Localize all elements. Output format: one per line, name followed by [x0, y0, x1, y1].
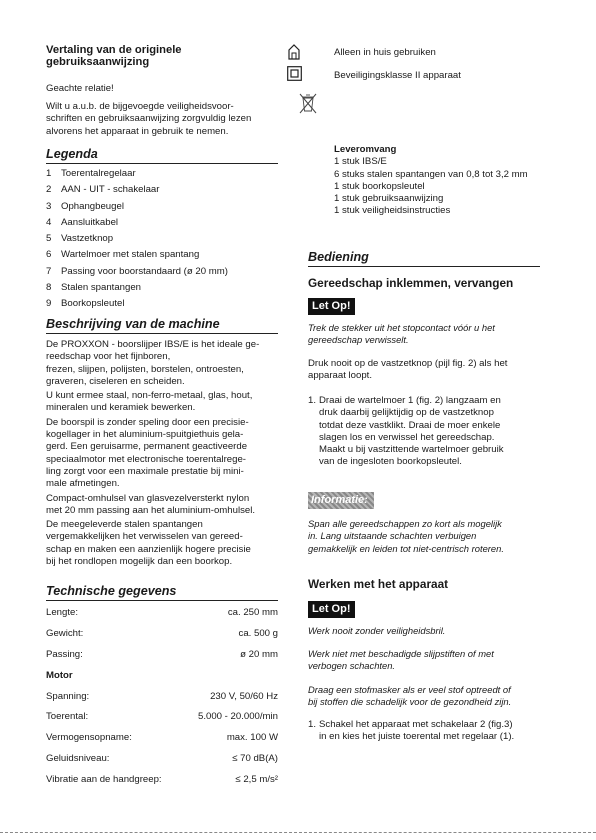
intro-paragraph: Wilt u a.u.b. de bijgevoegde veiligheidsvoor- schriften en gebruiksaanwijzing zorgvuldig lezen alvorens het apparaat in gebruik te nemen.: [46, 101, 252, 137]
class-ii-icon: [287, 66, 302, 81]
legend-item: 7 Passing voor boorstandaard (ø 20 mm): [46, 265, 228, 277]
spec-row: Lengte: ca. 250 mm: [46, 607, 278, 618]
warning-text: Trek de stekker uit het stopcontact vóór u het gereedschap verwisselt.: [308, 322, 495, 346]
description-text: De PROXXON - boorslijper IBS/E is het ideale ge- reedschap voor het fijnboren, frezen, slijpen, polijsten, borstelen, ontroesten, graveren, ciseleren en scheiden. U kunt ermee staal, non-ferro-metaal, glas, hout, mineralen und keramiek bewerken. De boorspil is zonder speling door een precisie- kogellager in het aluminium-spuitgiethuis gela- gerd. Een geruisarme, permanent geactiveerde speciaalmotor met electronische toerentalrege- ling zorgt voor een maximale prestatie bij mini- male afmetingen. Compact-omhulsel van glasvezelversterkt nylon met 20 mm passing aan het aluminium-omhulsel. De meegeleverde stalen spantangen vergemakkelijken het verwisselen van gereed- schap en maken een aanzienlijk hogere precisie bij het rondlopen mogelijk dan een boorkop.: [46, 339, 260, 568]
tool-change-heading: Gereedschap inklemmen, vervangen: [308, 276, 514, 290]
spec-row: Vermogensopname: max. 100 W: [46, 732, 278, 744]
legend-heading: Legenda: [46, 147, 278, 164]
icon-caption-indoor: Alleen in huis gebruiken: [334, 47, 436, 58]
legend-item: 9 Boorkopsleutel: [46, 298, 125, 310]
description-heading: Beschrijving van de machine: [46, 317, 278, 334]
spec-row: Gewicht: ca. 500 g: [46, 627, 278, 639]
press-note: Druk nooit op de vastzetknop (pijl fig. 2) als het apparaat loopt.: [308, 358, 508, 382]
delivery-block: Leveromvang 1 stuk IBS/E 6 stuks stalen spantangen van 0,8 tot 3,2 mm 1 stuk boorkopsleutel 1 stuk gebruiksaanwijzing 1 stuk veiligheidsinstructies: [334, 144, 528, 217]
safety-glasses-note: Werk nooit zonder veiligheidsbril.: [308, 625, 446, 636]
legend-item: 1 Toerentalregelaar: [46, 168, 136, 179]
legend-item: 2 AAN - UIT - schakelaar: [46, 184, 160, 196]
greeting: Geachte relatie!: [46, 83, 114, 94]
info-badge: Informatie:: [308, 492, 374, 509]
operation-heading: Bediening: [308, 250, 540, 267]
spec-row: Geluidsniveau: ≤ 70 dB(A): [46, 753, 278, 765]
page-bottom-border: [0, 832, 596, 833]
step-item: 1. Draai de wartelmoer 1 (fig. 2) langzaam en druk daarbij gelijktijdig op de vastzetknop totdat deze vastklikt. Draai de moer enkele slagen los en verwissel het gereedschap. Maakt u bij vastzittende wartelmoer gebruik van de ingesloten boorkopsleutel.: [308, 395, 504, 468]
legend-item: 8 Stalen spantangen: [46, 282, 142, 294]
step-item-final: 1. Schakel het apparaat met schakelaar 2 (fig.3) in en kies het juiste toerental met regelaar (1).: [308, 719, 515, 743]
let-op-badge-2: Let Op!: [308, 601, 355, 618]
dust-mask-note: Draag een stofmasker als er veel stof optreedt of bij stoffen die schadelijk voor de gezondheid zijn.: [308, 684, 512, 708]
damaged-tools-note: Werk niet met beschadigde slijpstiften of met verbogen schachten.: [308, 648, 494, 672]
spec-row: Passing: ø 20 mm: [46, 648, 278, 660]
page-title: Vertaling van de originele gebruiksaanwijzing: [46, 44, 182, 69]
legend-list: [46, 168, 228, 315]
spec-row: Spanning: 230 V, 50/60 Hz: [46, 690, 278, 702]
left-column: [46, 0, 278, 840]
legend-item: 3 Ophangbeugel: [46, 200, 124, 212]
spec-table: [46, 607, 278, 795]
tech-heading: Technische gegevens: [46, 584, 278, 601]
right-column: [308, 0, 548, 840]
legend-item: 5 Vastzetknop: [46, 233, 114, 245]
icon-caption-class: Beveiligingsklasse II apparaat: [334, 70, 461, 81]
work-heading: Werken met het apparaat: [308, 577, 449, 591]
spec-row: Toerental: 5.000 - 20.000/min: [46, 711, 278, 723]
let-op-badge: Let Op!: [308, 298, 355, 315]
spec-row: Vibratie aan de handgreep: ≤ 2,5 m/s²: [46, 774, 278, 786]
legend-item: 6 Wartelmoer met stalen spantang: [46, 249, 200, 261]
spec-row: Motor: [46, 669, 73, 681]
info-text: Span alle gereedschappen zo kort als mogelijk in. Lang uitstaande schachten verbuigen gemakkelijk en leiden tot niet-centrisch roteren.: [308, 518, 504, 554]
legend-item: 4 Aansluitkabel: [46, 216, 119, 228]
indoor-use-icon: [287, 44, 301, 60]
